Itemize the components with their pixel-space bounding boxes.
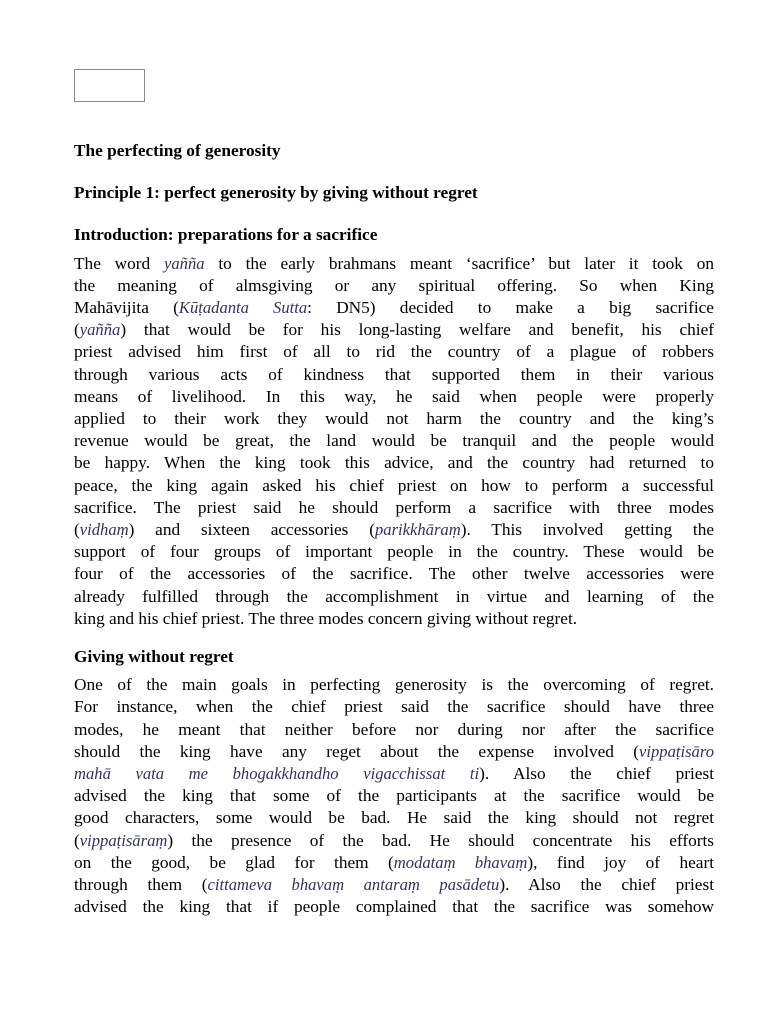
text-line: applied to their work they would not harm the country and the king’s — [74, 409, 714, 429]
text-line — [74, 253, 714, 275]
text-line: sacrifice. The priest said he should perform a sacrifice with three modes — [74, 497, 714, 517]
pali-term: parikkhāraṃ — [374, 520, 461, 540]
section-heading-introduction: Introduction: preparations for a sacrifice — [74, 225, 378, 245]
section-heading-giving: Giving without regret — [74, 647, 234, 667]
text-line: advised the king that some of the participants at the sacrifice would be — [74, 786, 714, 806]
text-span: ( — [74, 320, 80, 340]
text-span: ) the presence of the bad. He should concentrate his efforts — [167, 830, 714, 850]
text-line — [74, 852, 714, 874]
paragraph-introduction — [74, 253, 714, 630]
page-title: The perfecting of generosity — [74, 141, 281, 160]
text-line — [74, 874, 714, 896]
text-span: ( — [74, 830, 80, 850]
text-span: ) that would be for his long-lasting welfare and benefit, his chief — [120, 320, 714, 340]
text-span: ). Also the chief priest — [479, 764, 715, 784]
text-line: One of the main goals in perfecting generosity is the overcoming of regret. — [74, 675, 714, 695]
text-span: on the good, be glad for them ( — [74, 852, 394, 872]
text-line: through various acts of kindness that supported them in their various — [74, 364, 714, 384]
text-line: modes, he meant that neither before nor during nor after the sacrifice — [74, 719, 714, 739]
text-line: peace, the king again asked his chief priest on how to perform a successful — [74, 475, 714, 495]
text-line: four of the accessories of the sacrifice. The other twelve accessories were — [74, 564, 714, 584]
text-span: The word — [74, 253, 164, 273]
text-span: ). Also the chief priest — [499, 875, 714, 895]
text-line: good characters, some would be bad. He said the king should not regret — [74, 808, 714, 828]
pali-term: modataṃ bhavaṃ — [393, 852, 528, 872]
text-line: king and his chief priest. The three modes concern giving without regret. — [74, 608, 578, 628]
text-line — [74, 297, 714, 319]
text-line: support of four groups of important people in the country. These would be — [74, 542, 714, 562]
text-line — [74, 519, 714, 541]
pali-term: yañña — [164, 253, 205, 273]
text-line: For instance, when the chief priest said the sacrifice should have three — [74, 697, 714, 717]
empty-frame-box — [74, 69, 145, 102]
pali-term: Kūṭadanta Sutta — [178, 298, 308, 318]
text-span: Mahāvijita ( — [74, 298, 179, 318]
text-line — [74, 319, 714, 341]
text-span: should the king have any reget about the expense involved ( — [74, 741, 640, 761]
text-line — [74, 763, 714, 785]
pali-term: vidhaṃ — [79, 520, 129, 540]
text-span: ) and sixteen accessories ( — [128, 520, 375, 540]
pali-term: vippaṭisāraṃ — [79, 830, 168, 850]
text-span: : DN5) decided to make a big sacrifice — [307, 298, 714, 318]
principle-heading: Principle 1: perfect generosity by giving without regret — [74, 183, 478, 203]
pali-term: mahā vata me bhogakkhandho vigacchissat ti — [74, 764, 480, 784]
text-line: means of livelihood. In this way, he said when people were properly — [74, 386, 714, 406]
text-span: ( — [74, 520, 80, 540]
pali-term: yañña — [79, 320, 121, 340]
text-line: revenue would be great, the land would be tranquil and the people would — [74, 431, 714, 451]
text-span: ), find joy of heart — [527, 852, 714, 872]
text-line: be happy. When the king took this advice, and the country had returned to — [74, 453, 714, 473]
text-line — [74, 741, 714, 763]
text-line: priest advised him first of all to rid the country of a plague of robbers — [74, 342, 714, 362]
text-line — [74, 830, 714, 852]
text-span: through them ( — [74, 875, 208, 895]
text-span: to the early brahmans meant ‘sacrifice’ but later it took on — [204, 253, 715, 273]
text-span: ). This involved getting the — [460, 520, 714, 540]
paragraph-giving-without-regret — [74, 674, 714, 918]
document-body — [74, 140, 714, 919]
text-line: the meaning of almsgiving or any spiritual offering. So when King — [74, 275, 714, 295]
text-line: advised the king that if people complained that the sacrifice was somehow — [74, 897, 714, 917]
pali-term: vippaṭisāro — [639, 741, 714, 761]
pali-term: cittameva bhavaṃ antaraṃ pasādetu — [207, 875, 500, 895]
text-line: already fulfilled through the accomplishment in virtue and learning of the — [74, 586, 714, 606]
